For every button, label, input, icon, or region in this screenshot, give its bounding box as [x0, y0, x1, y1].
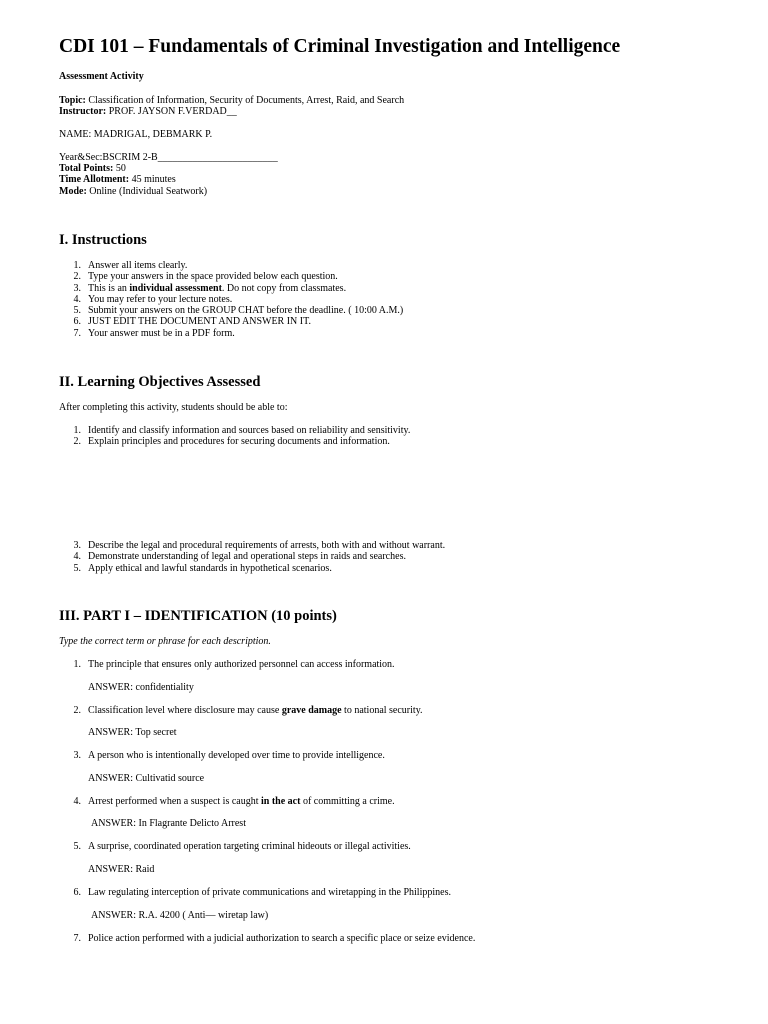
list-item: 6. JUST EDIT THE DOCUMENT AND ANSWER IN IT. — [73, 316, 311, 328]
topic-value: Classification of Information, Security of Documents, Arrest, Raid, and Search — [88, 95, 405, 106]
mode-line — [59, 186, 207, 198]
list-item: 5. Submit your answers on the GROUP CHAT before the deadline. ( 10:00 A.M.) — [73, 305, 404, 317]
objectives-list-b — [59, 540, 445, 574]
year-section: Year&Sec:BSCRIM 2-B________________________ — [59, 152, 278, 163]
answer-6: ANSWER: R.A. 4200 ( Anti— wiretap law) — [91, 910, 269, 921]
time-label: Time Allotment: — [59, 174, 130, 185]
mode-label: Mode: — [59, 186, 87, 197]
instructor-line — [59, 106, 237, 118]
list-item: 1. Identify and classify information and sources based on reliability and sensitivity. — [73, 425, 411, 436]
topic-label: Topic: — [59, 95, 86, 106]
document-subtitle: Assessment Activity — [59, 71, 144, 82]
list-item: 5. Apply ethical and lawful standards in hypothetical scenarios. — [73, 562, 332, 574]
mode-value: Online (Individual Seatwork) — [89, 186, 208, 197]
topic-line — [59, 95, 404, 107]
document-title: CDI 101 – Fundamentals of Criminal Investigation and Intelligence — [59, 36, 621, 57]
points-label: Total Points: — [59, 163, 114, 174]
objectives-list-a — [59, 425, 410, 448]
time-allotment-line — [59, 174, 176, 186]
instructions-list — [59, 260, 403, 339]
list-item: 4. You may refer to your lecture notes. — [73, 293, 233, 305]
list-item: 7. Your answer must be in a PDF form. — [73, 327, 235, 339]
list-item: 1. Answer all items clearly. — [73, 260, 188, 271]
instructor-label: Instructor: — [59, 106, 107, 117]
answer-5: ANSWER: Raid — [88, 864, 155, 875]
list-item: 4. Demonstrate understanding of legal and operational steps in raids and searches. — [73, 551, 406, 563]
list-item: 3. Describe the legal and procedural requirements of arrests, both with and without warrant. — [73, 540, 446, 551]
student-name: NAME: MADRIGAL, DEBMARK P. — [59, 129, 213, 140]
answer-2: ANSWER: Top secret — [88, 727, 177, 738]
total-points-line — [59, 163, 126, 175]
objectives-intro: After completing this activity, students should be able to: — [59, 402, 288, 413]
instructor-value: PROF. JAYSON F.VERDAD__ — [108, 106, 237, 117]
list-item: 3. This is an individual assessment. Do not copy from classmates. — [73, 282, 347, 294]
answer-1: ANSWER: confidentiality — [88, 682, 194, 693]
part1-instruction: Type the correct term or phrase for each description. — [59, 636, 271, 647]
time-value: 45 minutes — [131, 174, 176, 185]
points-value: 50 — [115, 163, 126, 174]
instructions-heading: I. Instructions — [59, 232, 147, 248]
list-item: 2. Type your answers in the space provided below each question. — [73, 271, 338, 283]
answer-4: ANSWER: In Flagrante Delicto Arrest — [91, 818, 246, 829]
list-item: 2. Explain principles and procedures for securing documents and information. — [73, 436, 390, 448]
objectives-heading: II. Learning Objectives Assessed — [59, 374, 261, 390]
answer-3: ANSWER: Cultivatid source — [88, 773, 205, 784]
part1-heading: III. PART I – IDENTIFICATION (10 points) — [59, 608, 337, 624]
